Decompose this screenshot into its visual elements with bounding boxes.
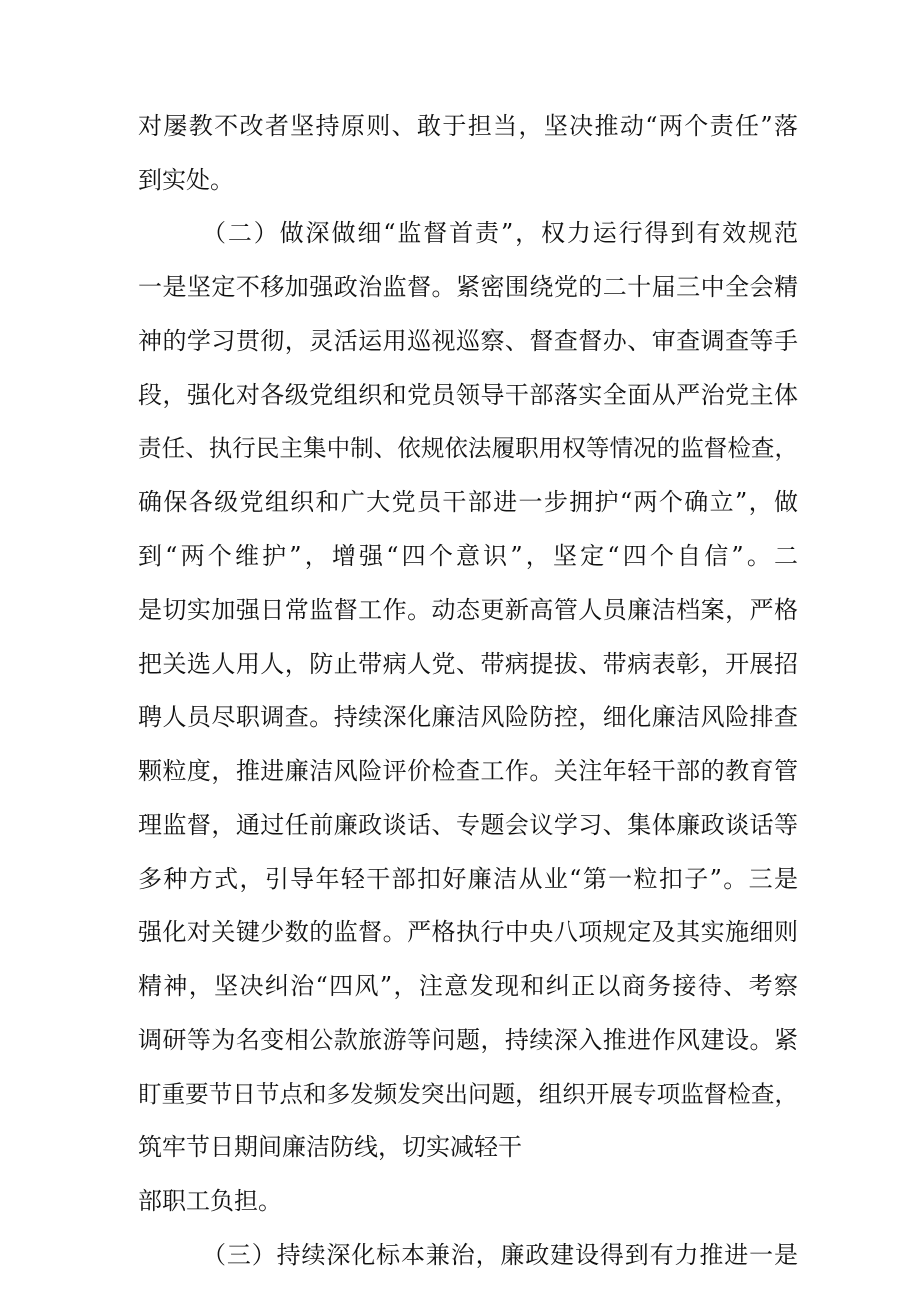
paragraph-line-10: 是切实加强日常监督工作。动态更新高管人员廉洁档案，严格 <box>138 596 798 624</box>
paragraph-line-9: 到“两个维护”，增强“四个意识”，坚定“四个自信”。二 <box>138 542 798 570</box>
paragraph-line-19: 盯重要节日节点和多发频发突出问题，组织开展专项监督检查， <box>138 1080 798 1108</box>
paragraph-line-11: 把关选人用人，防止带病人党、带病提拔、带病表彰，开展招 <box>138 650 798 678</box>
paragraph-line-8: 确保各级党组织和广大党员干部进一步拥护“两个确立”，做 <box>138 488 798 516</box>
paragraph-line-12: 聘人员尽职调查。持续深化廉洁风险防控，细化廉洁风险排查 <box>138 703 798 731</box>
section-heading-3: （三）持续深化标本兼治，廉政建设得到有力推进一是 <box>202 1241 798 1269</box>
paragraph-line-5: 神的学习贯彻，灵活运用巡视巡察、督查督办、审查调查等手 <box>138 327 798 355</box>
paragraph-line-1: 对屡教不改者坚持原则、敢于担当，坚决推动“两个责任”落 <box>138 112 798 140</box>
paragraph-line-7: 责任、执行民主集中制、依规依法履职用权等情况的监督检查， <box>138 434 798 462</box>
paragraph-line-15: 多种方式，引导年轻干部扣好廉洁从业“第一粒扣子”。三是 <box>138 865 798 893</box>
section-heading-2: （二）做深做细“监督首责”，权力运行得到有效规范 <box>202 219 798 247</box>
paragraph-line-13: 颗粒度，推进廉洁风险评价检查工作。关注年轻干部的教育管 <box>138 757 798 785</box>
paragraph-line-21: 部职工负担。 <box>138 1187 282 1215</box>
paragraph-line-18: 调研等为名变相公款旅游等问题，持续深入推进作风建设。紧 <box>138 1026 798 1054</box>
paragraph-line-6: 段，强化对各级党组织和党员领导干部落实全面从严治党主体 <box>138 381 798 409</box>
paragraph-line-20: 筑牢节日期间廉洁防线，切实减轻干 <box>138 1133 522 1161</box>
paragraph-line-4: 一是坚定不移加强政治监督。紧密围绕党的二十届三中全会精 <box>138 273 798 301</box>
paragraph-line-16: 强化对关键少数的监督。严格执行中央八项规定及其实施细则 <box>138 918 798 946</box>
paragraph-line-2: 到实处。 <box>138 166 234 194</box>
paragraph-line-17: 精神，坚决纠治“四风”，注意发现和纠正以商务接待、考察 <box>138 972 798 1000</box>
paragraph-line-14: 理监督，通过任前廉政谈话、专题会议学习、集体廉政谈话等 <box>138 811 798 839</box>
